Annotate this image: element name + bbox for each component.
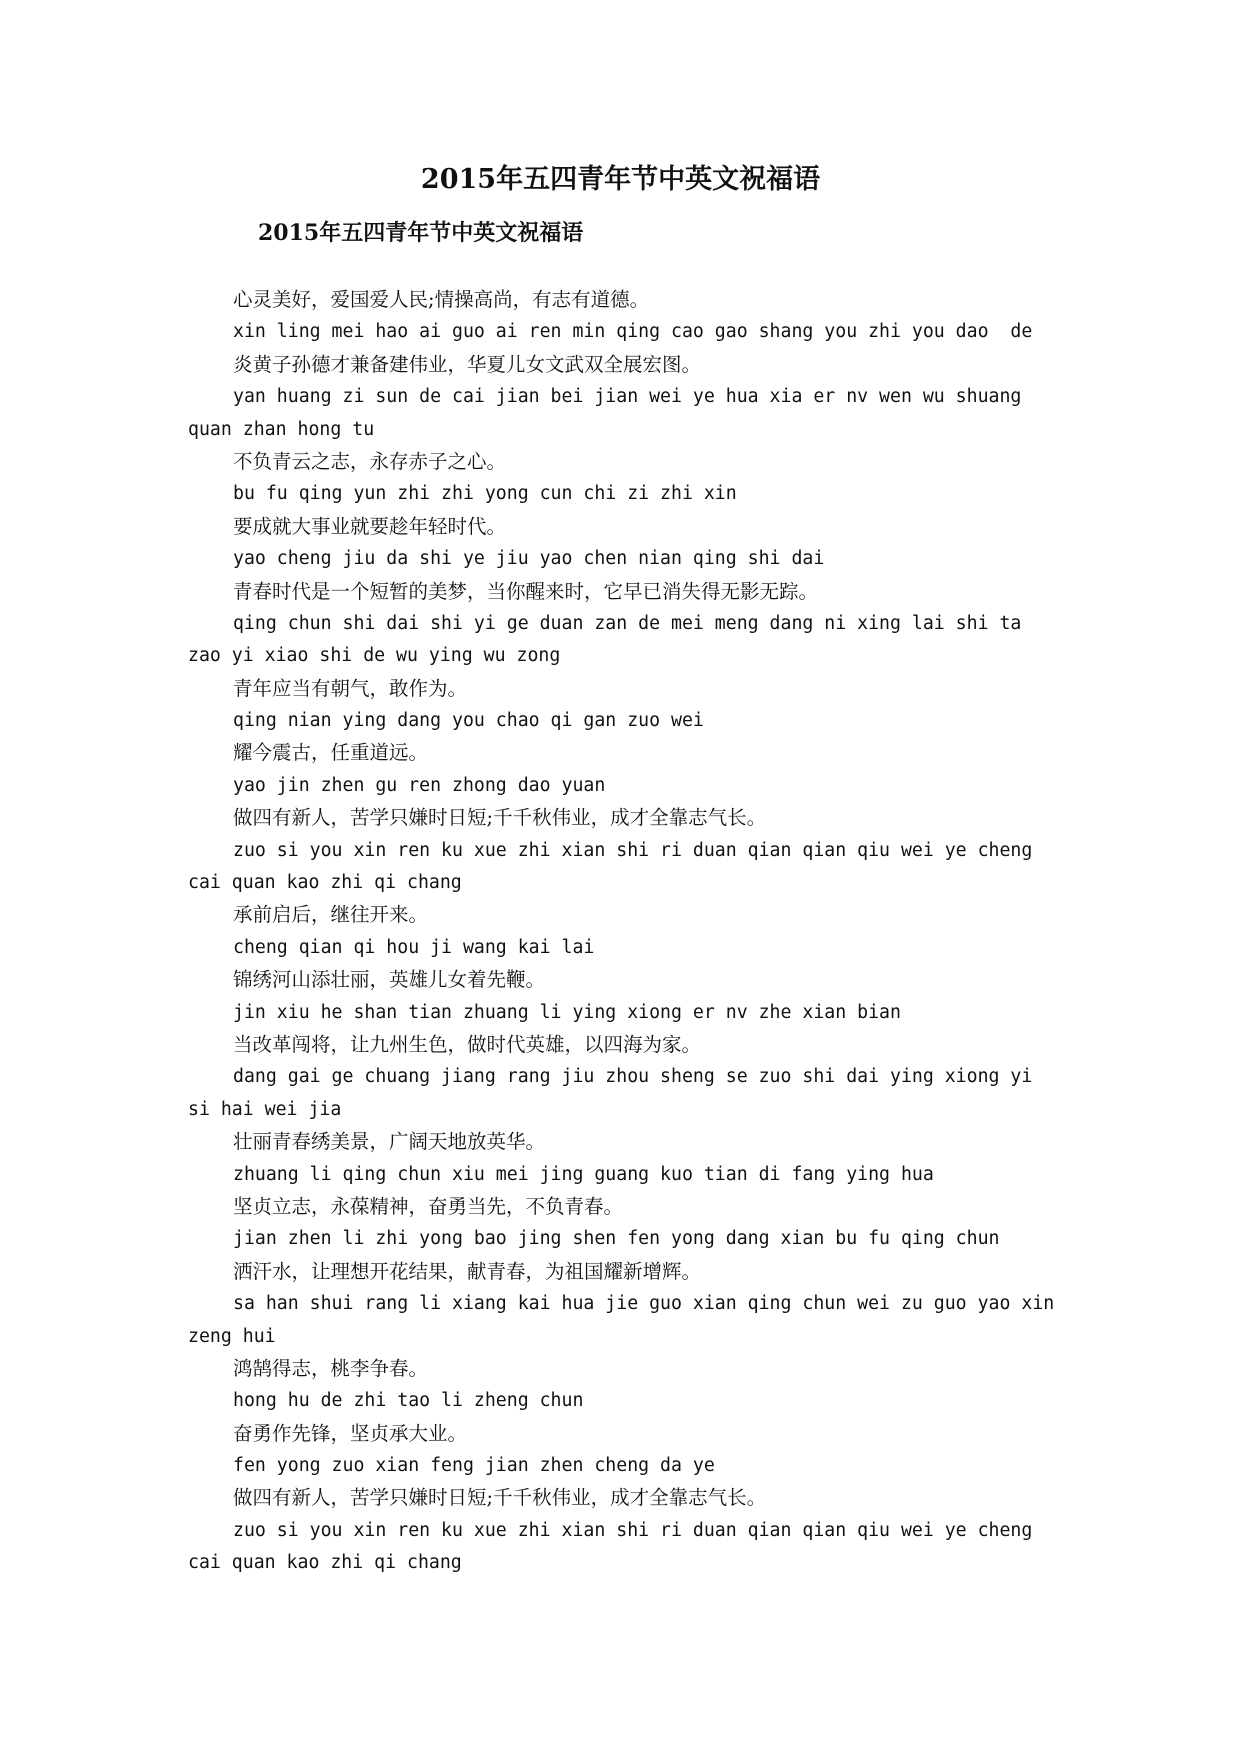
pinyin-line: jin xiu he shan tian zhuang li ying xiong er nv zhe xian bian: [233, 1001, 901, 1023]
document-body: [188, 284, 1056, 1580]
pinyin-line: qing nian ying dang you chao qi gan zuo wei: [233, 710, 704, 732]
pinyin-line: fen yong zuo xian feng jian zhen cheng da ye: [233, 1455, 715, 1477]
pinyin-line: zeng hui: [188, 1325, 276, 1347]
chinese-line: 坚贞立志，永葆精神，奋勇当先，不负青春。: [233, 1194, 624, 1218]
document-title: 2015年五四青年节中英文祝福语: [420, 164, 821, 195]
pinyin-line: cai quan kao zhi qi chang: [188, 872, 462, 894]
chinese-line: 做四有新人，苦学只嫌时日短;千千秋伟业，成才全靠志气长。: [233, 806, 767, 830]
pinyin-line: si hai wei jia: [188, 1098, 342, 1120]
chinese-line: 炎黄子孙德才兼备建伟业，华夏儿女文武双全展宏图。: [233, 352, 702, 376]
pinyin-line: yao jin zhen gu ren zhong dao yuan: [233, 774, 606, 796]
chinese-line: 奋勇作先锋，坚贞承大业。: [233, 1421, 468, 1445]
chinese-line: 做四有新人，苦学只嫌时日短;千千秋伟业，成才全靠志气长。: [233, 1486, 767, 1510]
pinyin-line: yao cheng jiu da shi ye jiu yao chen nian qing shi dai: [233, 548, 825, 570]
chinese-line: 不负青云之志，永存赤子之心。: [233, 449, 507, 473]
chinese-line: 壮丽青春绣美景，广阔天地放英华。: [233, 1130, 546, 1154]
chinese-line: 要成就大事业就要趁年轻时代。: [233, 514, 507, 538]
chinese-line: 青年应当有朝气，敢作为。: [233, 676, 468, 700]
pinyin-line: bu fu qing yun zhi zhi yong cun chi zi zhi xin: [233, 483, 737, 505]
pinyin-line: xin ling mei hao ai guo ai ren min qing cao gao shang you zhi you dao de: [233, 321, 1033, 343]
chinese-line: 鸿鹄得志，桃李争春。: [233, 1356, 429, 1380]
pinyin-line: zhuang li qing chun xiu mei jing guang kuo tian di fang ying hua: [233, 1163, 934, 1185]
chinese-line: 承前启后，继往开来。: [233, 903, 429, 927]
pinyin-line: yan huang zi sun de cai jian bei jian wei ye hua xia er nv wen wu shuang: [233, 386, 1022, 408]
chinese-line: 耀今震古，任重道远。: [233, 741, 429, 765]
pinyin-line: jian zhen li zhi yong bao jing shen fen yong dang xian bu fu qing chun: [233, 1228, 1000, 1250]
document-subtitle: 2015年五四青年节中英文祝福语: [258, 220, 584, 246]
chinese-line: 当改革闯将，让九州生色，做时代英雄，以四海为家。: [233, 1032, 702, 1056]
chinese-line: 锦绣河山添壮丽，英雄儿女着先鞭。: [233, 968, 546, 992]
chinese-line: 心灵美好，爱国爱人民;情操高尚，有志有道德。: [233, 288, 650, 311]
pinyin-line: cheng qian qi hou ji wang kai lai: [233, 936, 595, 958]
pinyin-line: quan zhan hong tu: [188, 418, 375, 440]
pinyin-line: hong hu de zhi tao li zheng chun: [233, 1390, 584, 1412]
pinyin-line: zuo si you xin ren ku xue zhi xian shi ri duan qian qian qiu wei ye cheng: [233, 839, 1033, 861]
pinyin-line: cai quan kao zhi qi chang: [188, 1552, 462, 1574]
chinese-line: 青春时代是一个短暂的美梦，当你醒来时，它早已消失得无影无踪。: [233, 579, 819, 603]
pinyin-line: sa han shui rang li xiang kai hua jie guo xian qing chun wei zu guo yao xin: [233, 1293, 1055, 1315]
pinyin-line: zuo si you xin ren ku xue zhi xian shi ri duan qian qian qiu wei ye cheng: [233, 1519, 1033, 1541]
pinyin-line: zao yi xiao shi de wu ying wu zong: [188, 645, 561, 667]
chinese-line: 洒汗水，让理想开花结果，献青春，为祖国耀新增辉。: [233, 1259, 702, 1283]
pinyin-line: dang gai ge chuang jiang rang jiu zhou sheng se zuo shi dai ying xiong yi: [233, 1066, 1033, 1088]
pinyin-line: qing chun shi dai shi yi ge duan zan de mei meng dang ni xing lai shi ta: [233, 612, 1022, 634]
